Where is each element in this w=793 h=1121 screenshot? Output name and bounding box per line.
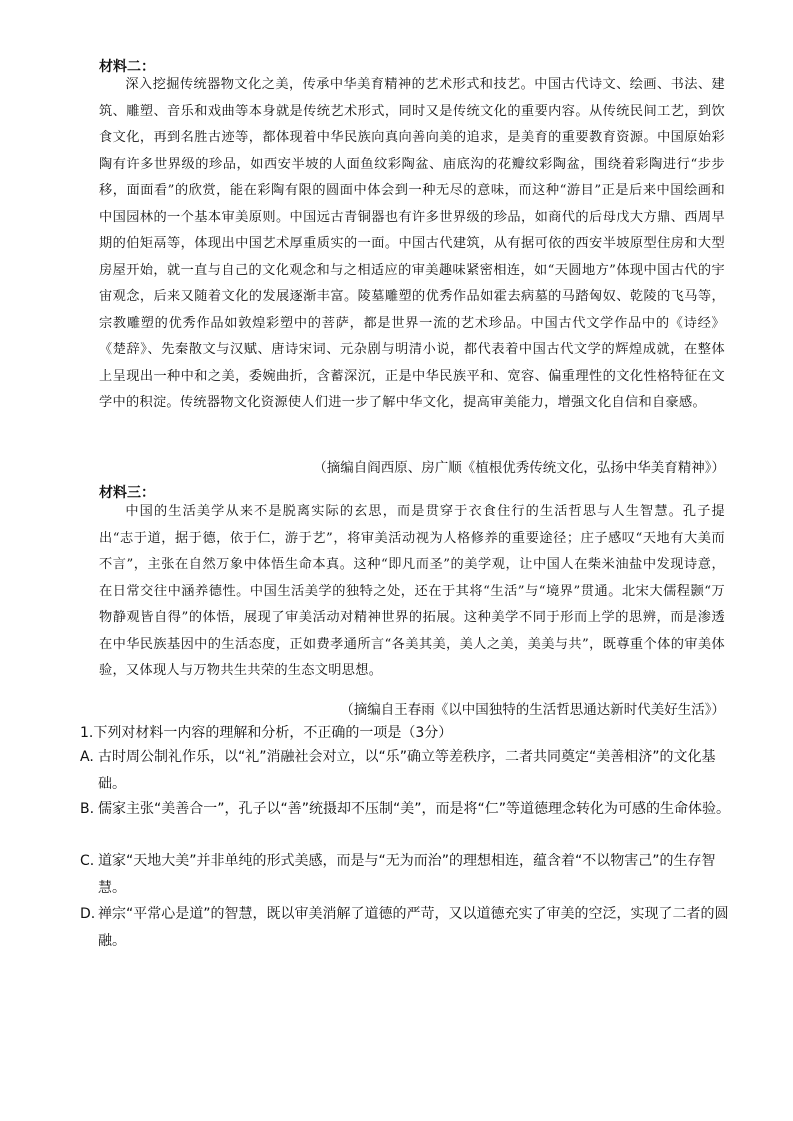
option-text: 禅宗“平常心是道”的智慧，既以审美消解了道德的严苛，又以道德充实了审美的空泛，实现了二者的圆融。: [98, 906, 729, 949]
option-b[interactable]: [80, 796, 740, 823]
option-text: 儒家主张“美善合一”，孔子以“善”统摄却不压制“美”，而是将“仁”等道德理念转化为可感的生命体验。: [98, 801, 731, 817]
option-letter: A.: [80, 749, 94, 765]
option-text: 道家“天地大美”并非单纯的形式美感，而是与“无为而治”的理想相连，蕴含着“不以物害己”的生存智慧。: [98, 853, 716, 896]
material3-heading: 材料三：: [99, 485, 155, 501]
option-letter: C.: [80, 853, 95, 869]
option-letter: D.: [80, 906, 96, 922]
option-a[interactable]: [80, 744, 740, 798]
material3-source: （摘编自王春雨《以中国独特的生活哲思通达新时代美好生活》）: [340, 702, 725, 718]
option-d[interactable]: [80, 901, 740, 955]
option-text: 古时周公制礼作乐，以“礼”消融社会对立，以“乐”确立等差秩序，二者共同奠定“美善相济”的文化基础。: [98, 749, 716, 792]
option-c[interactable]: [80, 848, 740, 902]
material3-body: 中国的生活美学从来不是脱离实际的玄思，而是贯穿于衣食住行的生活哲思与人生智慧。孔子提出“志于道，据于德，依于仁，游于艺”，将审美活动视为人格修养的重要途径；庄子感叹“天地有大美而不言”，主张在自然万象中体悟生命本真。这种“即凡而圣”的美学观，让中国人在柴米油盐中发现诗意，在日常交往中涵养德性。中国生活美学的独特之处，还在于其将“生活”与“境界”贯通。北宋大儒程颢“万物静观皆自得”的体悟，展现了审美活动对精神世界的拓展。这种美学不同于形而上学的思辨，而是渗透在中华民族基因中的生活态度，正如费孝通所言“各美其美，美人之美，美美与共”，既尊重个体的审美体验，又体现人与万物共生共荣的生态文明思想。: [99, 504, 725, 678]
question-stem: 1.下列对材料一内容的理解和分析，不正确的一项是（3分）: [80, 725, 453, 741]
material2-source: （摘编自阎西原、房广顺《植根优秀传统文化，弘扬中华美育精神》）: [313, 460, 725, 476]
option-letter: B.: [80, 801, 95, 817]
material2-heading: 材料二：: [99, 59, 155, 75]
material2-body: 深入挖掘传统器物文化之美，传承中华美育精神的艺术形式和技艺。中国古代诗文、绘画、书法、建筑、雕塑、音乐和戏曲等本身就是传统艺术形式，同时又是传统文化的重要内容。从传统民间工艺，到饮食文化，再到名胜古迹等，都体现着中华民族向真向善向美的追求，是美育的重要教育资源。中国原始彩陶有许多世界级的珍品，如西安半坡的人面鱼纹彩陶盆、庙底沟的花瓣纹彩陶盆，围绕着彩陶进行“步步移，面面看”的欣赏，能在彩陶有限的圆面中体会到一种无尽的意味，而这种“游目”正是后来中国绘画和中国园林的一个基本审美原则。中国远古青铜器也有许多世界级的珍品，如商代的后母戊大方鼎、西周早期的伯矩鬲等，体现出中国艺术厚重质实的一面。中国古代建筑，从有据可依的西安半坡原型住房和大型房屋开始，就一直与自己的文化观念和与之相适应的审美趣味紧密相连，如“天圆地方”体现中国古代的宇宙观念，后来又随着文化的发展逐渐丰富。陵墓雕塑的优秀作品如霍去病墓的马踏匈奴、乾陵的飞马等，宗教雕塑的优秀作品如敦煌彩塑中的菩萨，都是世界一流的艺术珍品。中国古代文学作品中的《诗经》《楚辞》、先秦散文与汉赋、唐诗宋词、元杂剧与明清小说，都代表着中国古代文学的辉煌成就，在整体上呈现出一种中和之美，委婉曲折，含蓄深沉，正是中华民族平和、宽容、偏重理性的文化性格特征在文学中的积淀。传统器物文化资源使人们进一步了解中华文化，提高审美能力，增强文化自信和自豪感。: [99, 77, 725, 410]
